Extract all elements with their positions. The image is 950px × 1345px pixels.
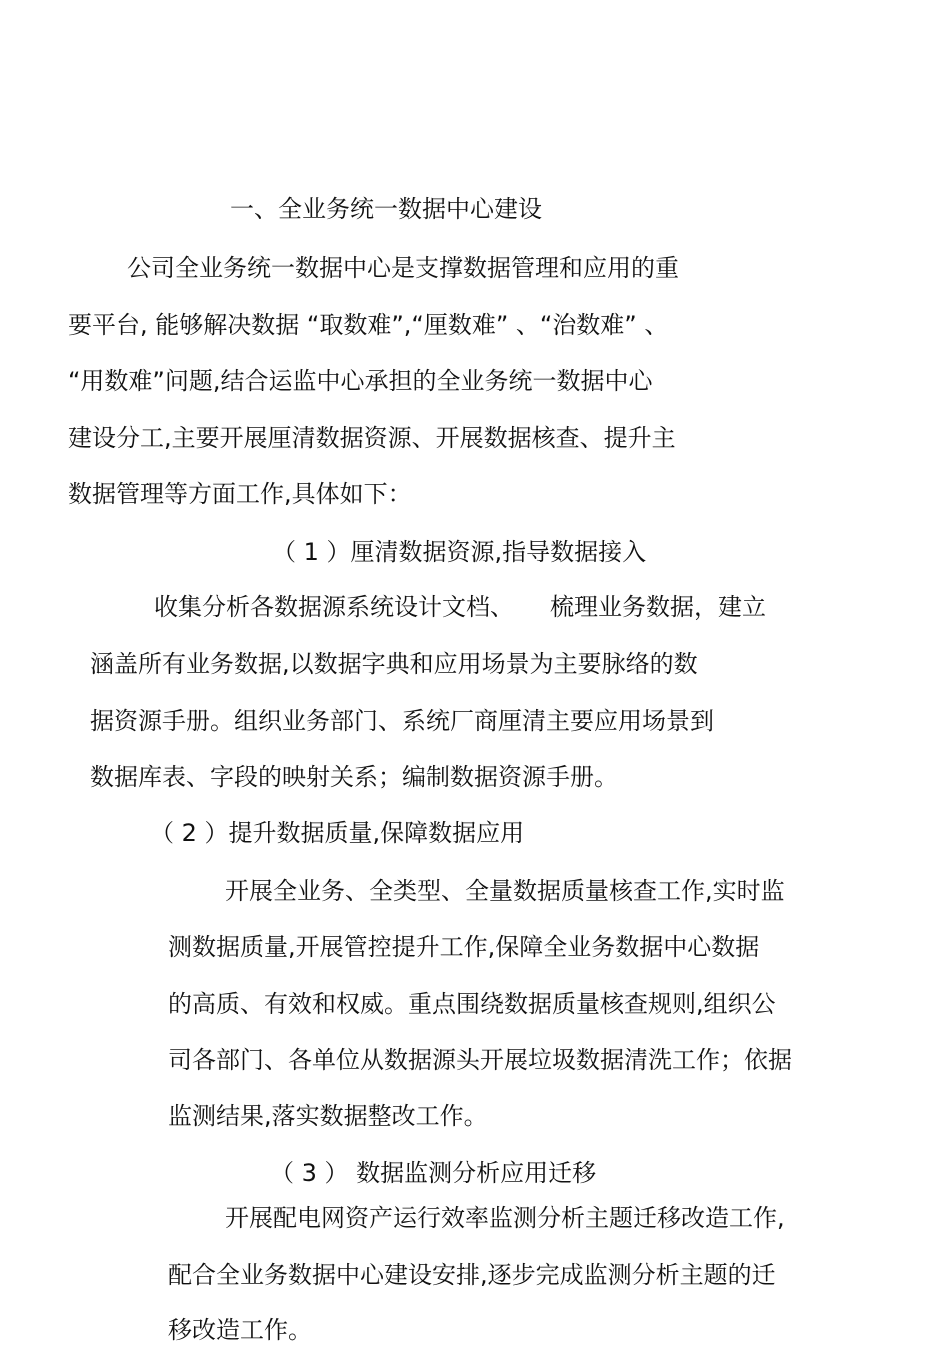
subsection-1-line-3: 据资源手册。组织业务部门、系统厂商厘清主要应用场景到 [90,707,714,735]
subsection-title-1: （ 1 ）厘清数据资源,指导数据接入 [272,538,647,566]
subsection-3-line-3: 移改造工作。 [168,1316,312,1344]
subsection-1-line-4: 数据库表、字段的映射关系；编制数据资源手册。 [90,763,618,791]
subsection-3-line-2: 配合全业务数据中心建设安排,逐步完成监测分析主题的迁 [168,1261,776,1289]
subsection-title-2: （ 2 ）提升数据质量,保障数据应用 [150,819,525,847]
subsection-title-3: （ 3 ） 数据监测分析应用迁移 [270,1159,597,1187]
intro-line-3: “用数难”问题,结合运监中心承担的全业务统一数据中心 [68,367,653,395]
subsection-2-line-3: 的高质、有效和权威。重点围绕数据质量核查规则,组织公 [168,990,776,1018]
subsection-2-line-1: 开展全业务、全类型、全量数据质量核查工作,实时监 [225,877,785,905]
subsection-3-line-1: 开展配电网资产运行效率监测分析主题迁移改造工作, [225,1204,785,1232]
intro-line-2: 要平台, 能够解决数据 “取数难”,“厘数难” 、“治数难” 、 [68,311,669,339]
subsection-2-line-2: 测数据质量,开展管控提升工作,保障全业务数据中心数据 [168,933,760,961]
intro-line-5: 数据管理等方面工作,具体如下： [68,480,412,508]
subsection-2-line-5: 监测结果,落实数据整改工作。 [168,1102,488,1130]
subsection-1-line-2: 涵盖所有业务数据,以数据字典和应用场景为主要脉络的数 [90,650,698,678]
section-heading: 一、全业务统一数据中心建设 [230,195,542,223]
subsection-2-line-4: 司各部门、各单位从数据源头开展垃圾数据清洗工作；依据 [168,1046,792,1074]
subsection-1-line-1: 收集分析各数据源系统设计文档、 梳理业务数据，建立 [154,593,766,621]
intro-line-4: 建设分工,主要开展厘清数据资源、开展数据核查、提升主 [68,424,676,452]
intro-line-1: 公司全业务统一数据中心是支撑数据管理和应用的重 [127,254,679,282]
